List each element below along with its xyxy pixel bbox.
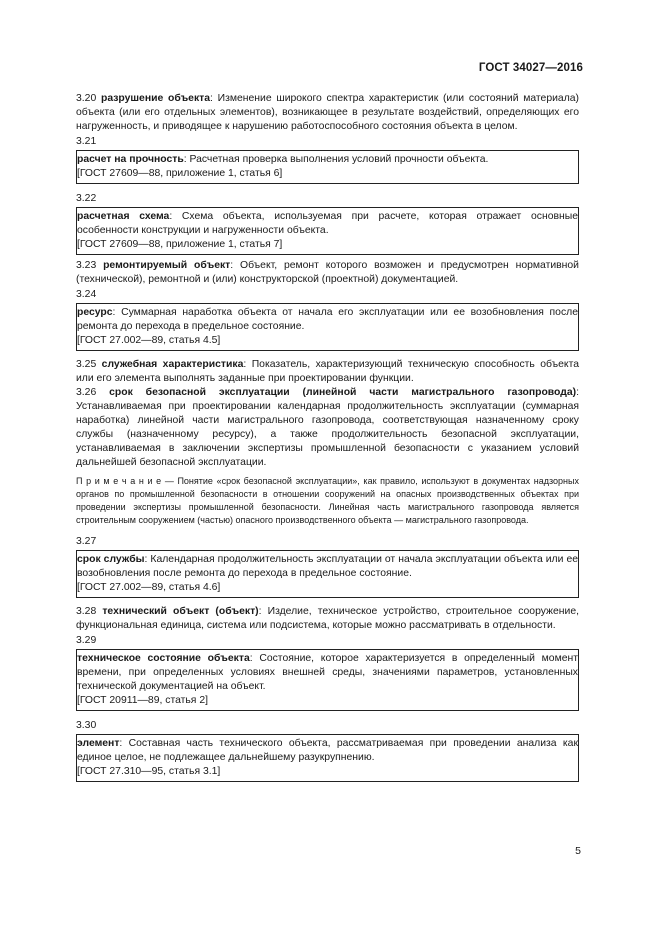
- quoted-definition-box-3-24: [76, 303, 579, 351]
- quoted-definition-box-3-22: [76, 207, 579, 255]
- clause-number: 3.28: [76, 606, 97, 617]
- clause-term: техническое состояние объекта: [77, 653, 250, 664]
- quoted-definition-box-3-21: [76, 150, 579, 184]
- note-text: — Понятие «срок безопасной эксплуатации», как правило, используют в документах надзорных органов по промышленной безопасности в отношении сооружений на опасных производственных объектах при проведении экспертизы промышленной безопасности. Линейная часть магистрального газопровода является строительным сооружением (частью) опасного производственного объекта — магистрального газопровода.: [76, 476, 579, 525]
- clause-number-3-22: 3.22: [76, 193, 97, 204]
- clause-definition: : Показатель, характеризующий техническую способность объекта или его элемента выполнять заданные при проектировании функции.: [76, 359, 579, 384]
- clause-term: элемент: [77, 738, 120, 749]
- source-reference: [ГОСТ 27.310—95, статья 3.1]: [77, 766, 221, 777]
- clause-number-3-29: 3.29: [76, 635, 97, 646]
- quoted-definition-box-3-30: [76, 734, 579, 782]
- clause-term: ресурс: [77, 307, 113, 318]
- source-reference: [ГОСТ 20911—89, статья 2]: [77, 695, 208, 706]
- clause-3-20: [76, 92, 579, 134]
- clause-3-23: [76, 259, 579, 287]
- clause-term: ремонтируемый объект: [103, 260, 231, 271]
- clause-number: 3.25: [76, 359, 97, 370]
- source-reference: [ГОСТ 27609—88, приложение 1, статья 7]: [77, 239, 283, 250]
- source-reference: [ГОСТ 27.002—89, статья 4.5]: [77, 335, 221, 346]
- clause-number-3-30: 3.30: [76, 720, 97, 731]
- clause-definition: : Календарная продолжительность эксплуатации от начала эксплуатации объекта или ее возобновления после ремонта до перехода в предельное состояние.: [77, 554, 578, 579]
- clause-definition: : Устанавливаемая при проектировании календарная продолжительность эксплуатации (суммарная наработка) линейной части магистрального газопровода, соответствующая назначенному сроку службы (назначенному ресурсу), а также продолжительность безопасной эксплуатации, устанавливаемая в заключении экспертизы промышленной безопасности с указанием условий дальнейшей безопасной эксплуатации.: [76, 387, 579, 468]
- clause-definition: : Изделие, техническое устройство, строительное сооружение, функциональная единица, система или подсистема, которые можно рассматривать в отдельности.: [76, 606, 579, 631]
- clause-number: 3.20: [76, 93, 97, 104]
- clause-definition: : Расчетная проверка выполнения условий прочности объекта.: [183, 154, 489, 165]
- clause-term: служебная характеристика: [101, 359, 244, 370]
- clause-definition: : Составная часть технического объекта, рассматриваемая при проведении анализа как единое целое, не подлежащее дальнейшему разукрупнению.: [77, 738, 578, 763]
- clause-term: срок безопасной эксплуатации (линейной части магистрального газопровода): [109, 387, 577, 398]
- clause-term: расчет на прочность: [77, 154, 184, 165]
- clause-number-3-27: 3.27: [76, 536, 97, 547]
- clause-definition: : Изменение широкого спектра характеристик (или состояний материала) объекта (или его отдельных элементов), возникающее в результате воздействий, определяющих его нагруженность, и приводящее к нарушению работоспособного состояния объекта в целом.: [76, 93, 579, 132]
- quoted-definition-box-3-29: [76, 649, 579, 711]
- clause-definition: : Объект, ремонт которого возможен и предусмотрен нормативной (технической), ремонтной и (или) конструкторской (проектной) документацией.: [76, 260, 579, 285]
- document-code-header: ГОСТ 34027—2016: [478, 62, 583, 74]
- clause-term: срок службы: [77, 554, 145, 565]
- clause-definition: : Схема объекта, используемая при расчете, которая отражает основные особенности конструкции и нагруженности объекта.: [77, 211, 578, 236]
- clause-definition: : Состояние, которое характеризуется в определенный момент времени, при определенных условиях внешней среды, значениями параметров, установленных технической документацией на объект.: [77, 653, 578, 692]
- clause-term: расчетная схема: [77, 211, 170, 222]
- note-label: П р и м е ч а н и е: [76, 476, 162, 486]
- clause-3-28: [76, 605, 579, 633]
- clause-term: технический объект (объект): [102, 606, 259, 617]
- document-body: [76, 92, 579, 782]
- page-number: 5: [575, 845, 581, 857]
- clause-number: 3.23: [76, 260, 97, 271]
- clause-term: разрушение объекта: [100, 93, 211, 104]
- clause-definition: : Суммарная наработка объекта от начала его эксплуатации или ее возобновления после ремонта до перехода в предельное состояние.: [77, 307, 578, 332]
- note-paragraph: [76, 475, 579, 527]
- source-reference: [ГОСТ 27609—88, приложение 1, статья 6]: [77, 168, 283, 179]
- quoted-definition-box-3-27: [76, 550, 579, 598]
- clause-3-26: [76, 386, 579, 470]
- clause-number: 3.26: [76, 387, 97, 398]
- source-reference: [ГОСТ 27.002—89, статья 4.6]: [77, 582, 221, 593]
- clause-number-3-21: 3.21: [76, 136, 97, 147]
- clause-3-25: [76, 358, 579, 386]
- clause-number-3-24: 3.24: [76, 289, 97, 300]
